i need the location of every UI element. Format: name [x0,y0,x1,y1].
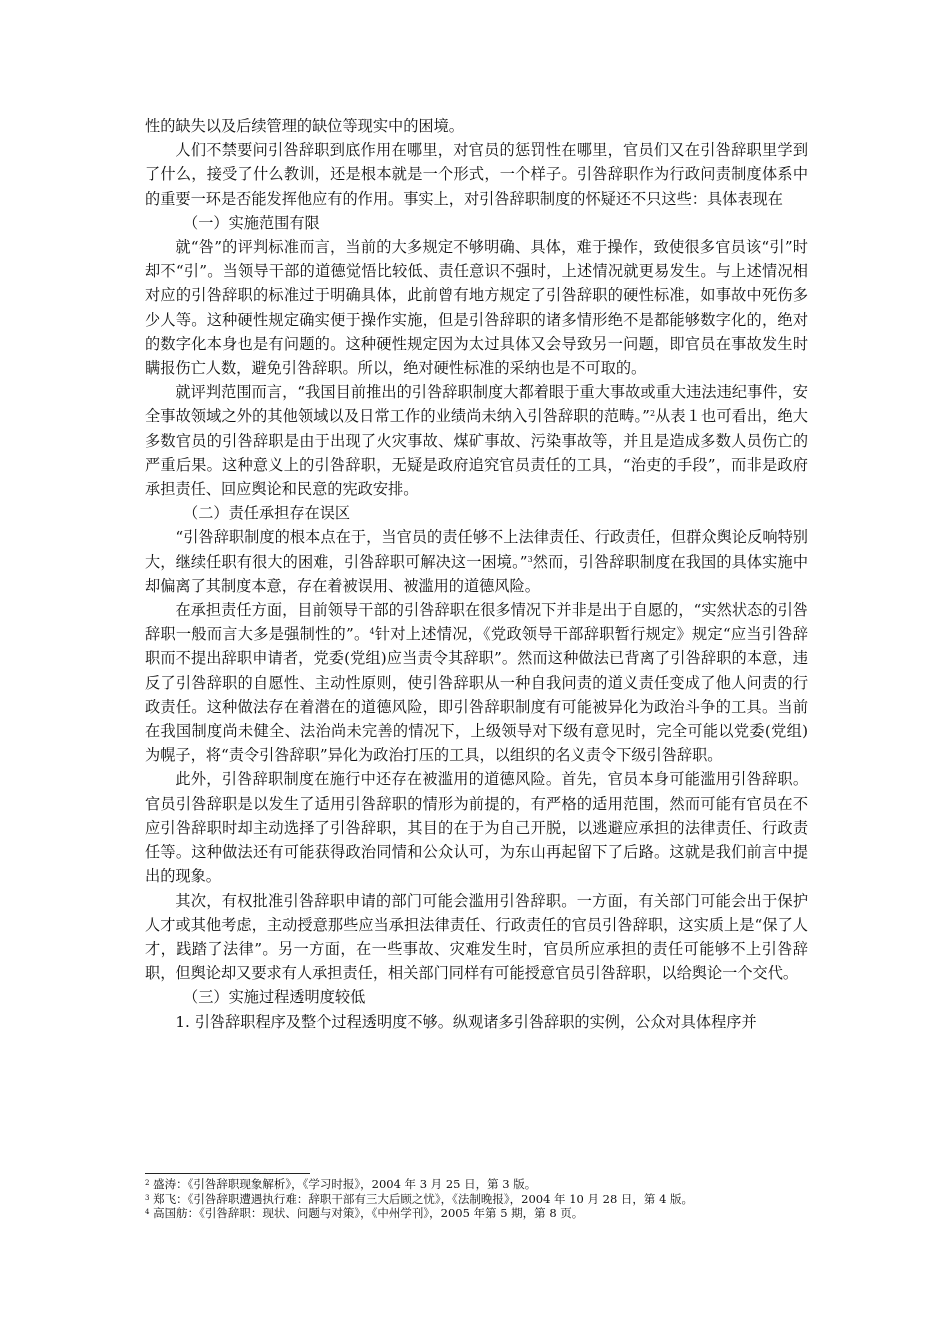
section-heading: （三）实施过程透明度较低 [183,988,366,1007]
footnote [145,1206,808,1221]
footnote-text: 高国舫：《引咎辞职：现状、问题与对策》，《中州学刊》，2005 年第 5 期，第 8 页。 [153,1206,584,1220]
section-heading: （二）责任承担存在误区 [183,504,351,523]
paragraph: 此外，引咎辞职制度在施行中还存在被滥用的道德风险。首先，官员本身可能滥用引咎辞职。官员引咎辞职是以发生了适用引咎辞职的情形为前提的，有严格的适用范围，然而可能有官员在不应引咎辞职时却主动选择了引咎辞职，其目的在于为自己开脱，以逃避应承担的法律责任、行政责任等。这种做法还有可能获得政治同情和公众认可，为东山再起留下了后路。这就是我们前言中提出的现象。 [145,770,808,886]
footnote [145,1192,808,1207]
footnote-text: 盛涛：《引咎辞职现象解析》，《学习时报》，2004 年 3 月 25 日，第 3 版。 [153,1177,537,1191]
section-heading: （一）实施范围有限 [183,213,320,232]
footnote-text: 郑飞：《引咎辞职遭遇执行难：辞职干部有三大后顾之忧》，《法制晚报》，2004 年 10 月 28 日，第 4 版。 [153,1191,694,1206]
paragraph-text: 然而，引咎辞职制度在我国的具体实施中却偏离了其制度本意，存在着被误用、被滥用的道德风险。 [145,552,809,595]
paragraph-text: 就评判范围而言，“我国目前推出的引咎辞职制度大都着眼于重大事故或重大违法违纪事件，安全事故领域之外的其他领域以及日常工作的业绩尚未纳入引咎辞职的范畴。” [145,383,808,426]
paragraph: 就“咎”的评判标准而言，当前的大多规定不够明确、具体，难于操作，致使很多官员该“引”时却不“引”。当领导干部的道德觉悟比较低、责任意识不强时，上述情况就更易发生。与上述情况相对应的引咎辞职的标准过于明确具体，此前曾有地方规定了引咎辞职的硬性标准，如事故中死伤多少人等。这种硬性规定确实便于操作实施，但是引咎辞职的诸多情形绝不是都能够数字化的，绝对的数字化本身也是有问题的。这种硬性规定因为太过具体又会导致另一问题，即官员在事故发生时瞒报伤亡人数，避免引咎辞职。所以，绝对硬性标准的采纳也是不可取的。 [145,238,808,378]
footnotes [145,1177,808,1221]
footnote-ref: 3 [527,554,533,564]
paragraph-text: 在承担责任方面，目前领导干部的引咎辞职在很多情况下并非是出于自愿的，“实然状态的引咎辞职一般而言大多是强制性的”。 [145,601,808,644]
footnote-number: 3 [145,1193,150,1202]
footnote-number: 4 [145,1208,150,1216]
paragraph-text: 从表１也可看出，绝大多数官员的引咎辞职是由于出现了火灾事故、煤矿事故、污染事故等，并且是造成多数人员伤亡的严重后果。这种意义上的引咎辞职，无疑是政府追究官员责任的工具，“治吏的手段”，而非是政府承担责任、回应舆论和民意的宪政安排。 [145,407,808,499]
paragraph-text: “引咎辞职制度的根本点在于，当官员的责任够不上法律责任、行政责任，但群众舆论反响特别大，继续任职有很大的困难，引咎辞职可解决这一困境。” [145,528,808,571]
paragraph: 性的缺失以及后续管理的缺位等现实中的困境。 [145,117,464,135]
footnote [145,1177,808,1192]
paragraph: 其次，有权批准引咎辞职申请的部门可能会滥用引咎辞职。一方面，有关部门可能会出于保护人才或其他考虑，主动授意那些应当承担法律责任、行政责任的官员引咎辞职，这实质上是“保了人才，践踏了法律”。另一方面，在一些事故、灾难发生时，官员所应承担的责任可能够不上引咎辞职，但舆论却又要求有人承担责任，相关部门同样有可能授意官员引咎辞职，以给舆论一个交代。 [145,891,808,983]
paragraph: 人们不禁要问引咎辞职到底作用在哪里，对官员的惩罚性在哪里，官员们又在引咎辞职里学到了什么，接受了什么教训，还是根本就是一个形式，一个样子。引咎辞职作为行政问责制度体系中的重要一环是否能发挥他应有的作用。事实上，对引咎辞职制度的怀疑还不只这些：具体表现在 [145,141,808,208]
paragraph [145,598,808,767]
document-body [145,114,808,1034]
paragraph [145,525,808,598]
footnote-divider [145,1173,310,1174]
footnote-number: 2 [145,1179,150,1187]
footnote-ref: 4 [369,627,375,637]
paragraph: 1. 引咎辞职程序及整个过程透明度不够。纵观诸多引咎辞职的实例，公众对具体程序并 [175,1012,757,1031]
paragraph [145,380,808,501]
footnote-ref: 2 [649,409,656,419]
paragraph-text: 针对上述情况，《党政领导干部辞职暂行规定》规定“应当引咎辞职而不提出辞职申请者，党委(党组)应当责令其辞职”。然而这种做法已背离了引咎辞职的本意，违反了引咎辞职的自愿性、主动性原则，使引咎辞职从一种自我问责的道义责任变成了他人问责的行政责任。这种做法存在着潜在的道德风险，即引咎辞职制度有可能被异化为政治斗争的工具。当前在我国制度尚未健全、法治尚未完善的情况下，上级领导对下级有意见时，完全可能以党委(党组)为幌子，将“责令引咎辞职”异化为政治打压的工具，以组织的名义责令下级引咎辞职。 [145,625,808,765]
